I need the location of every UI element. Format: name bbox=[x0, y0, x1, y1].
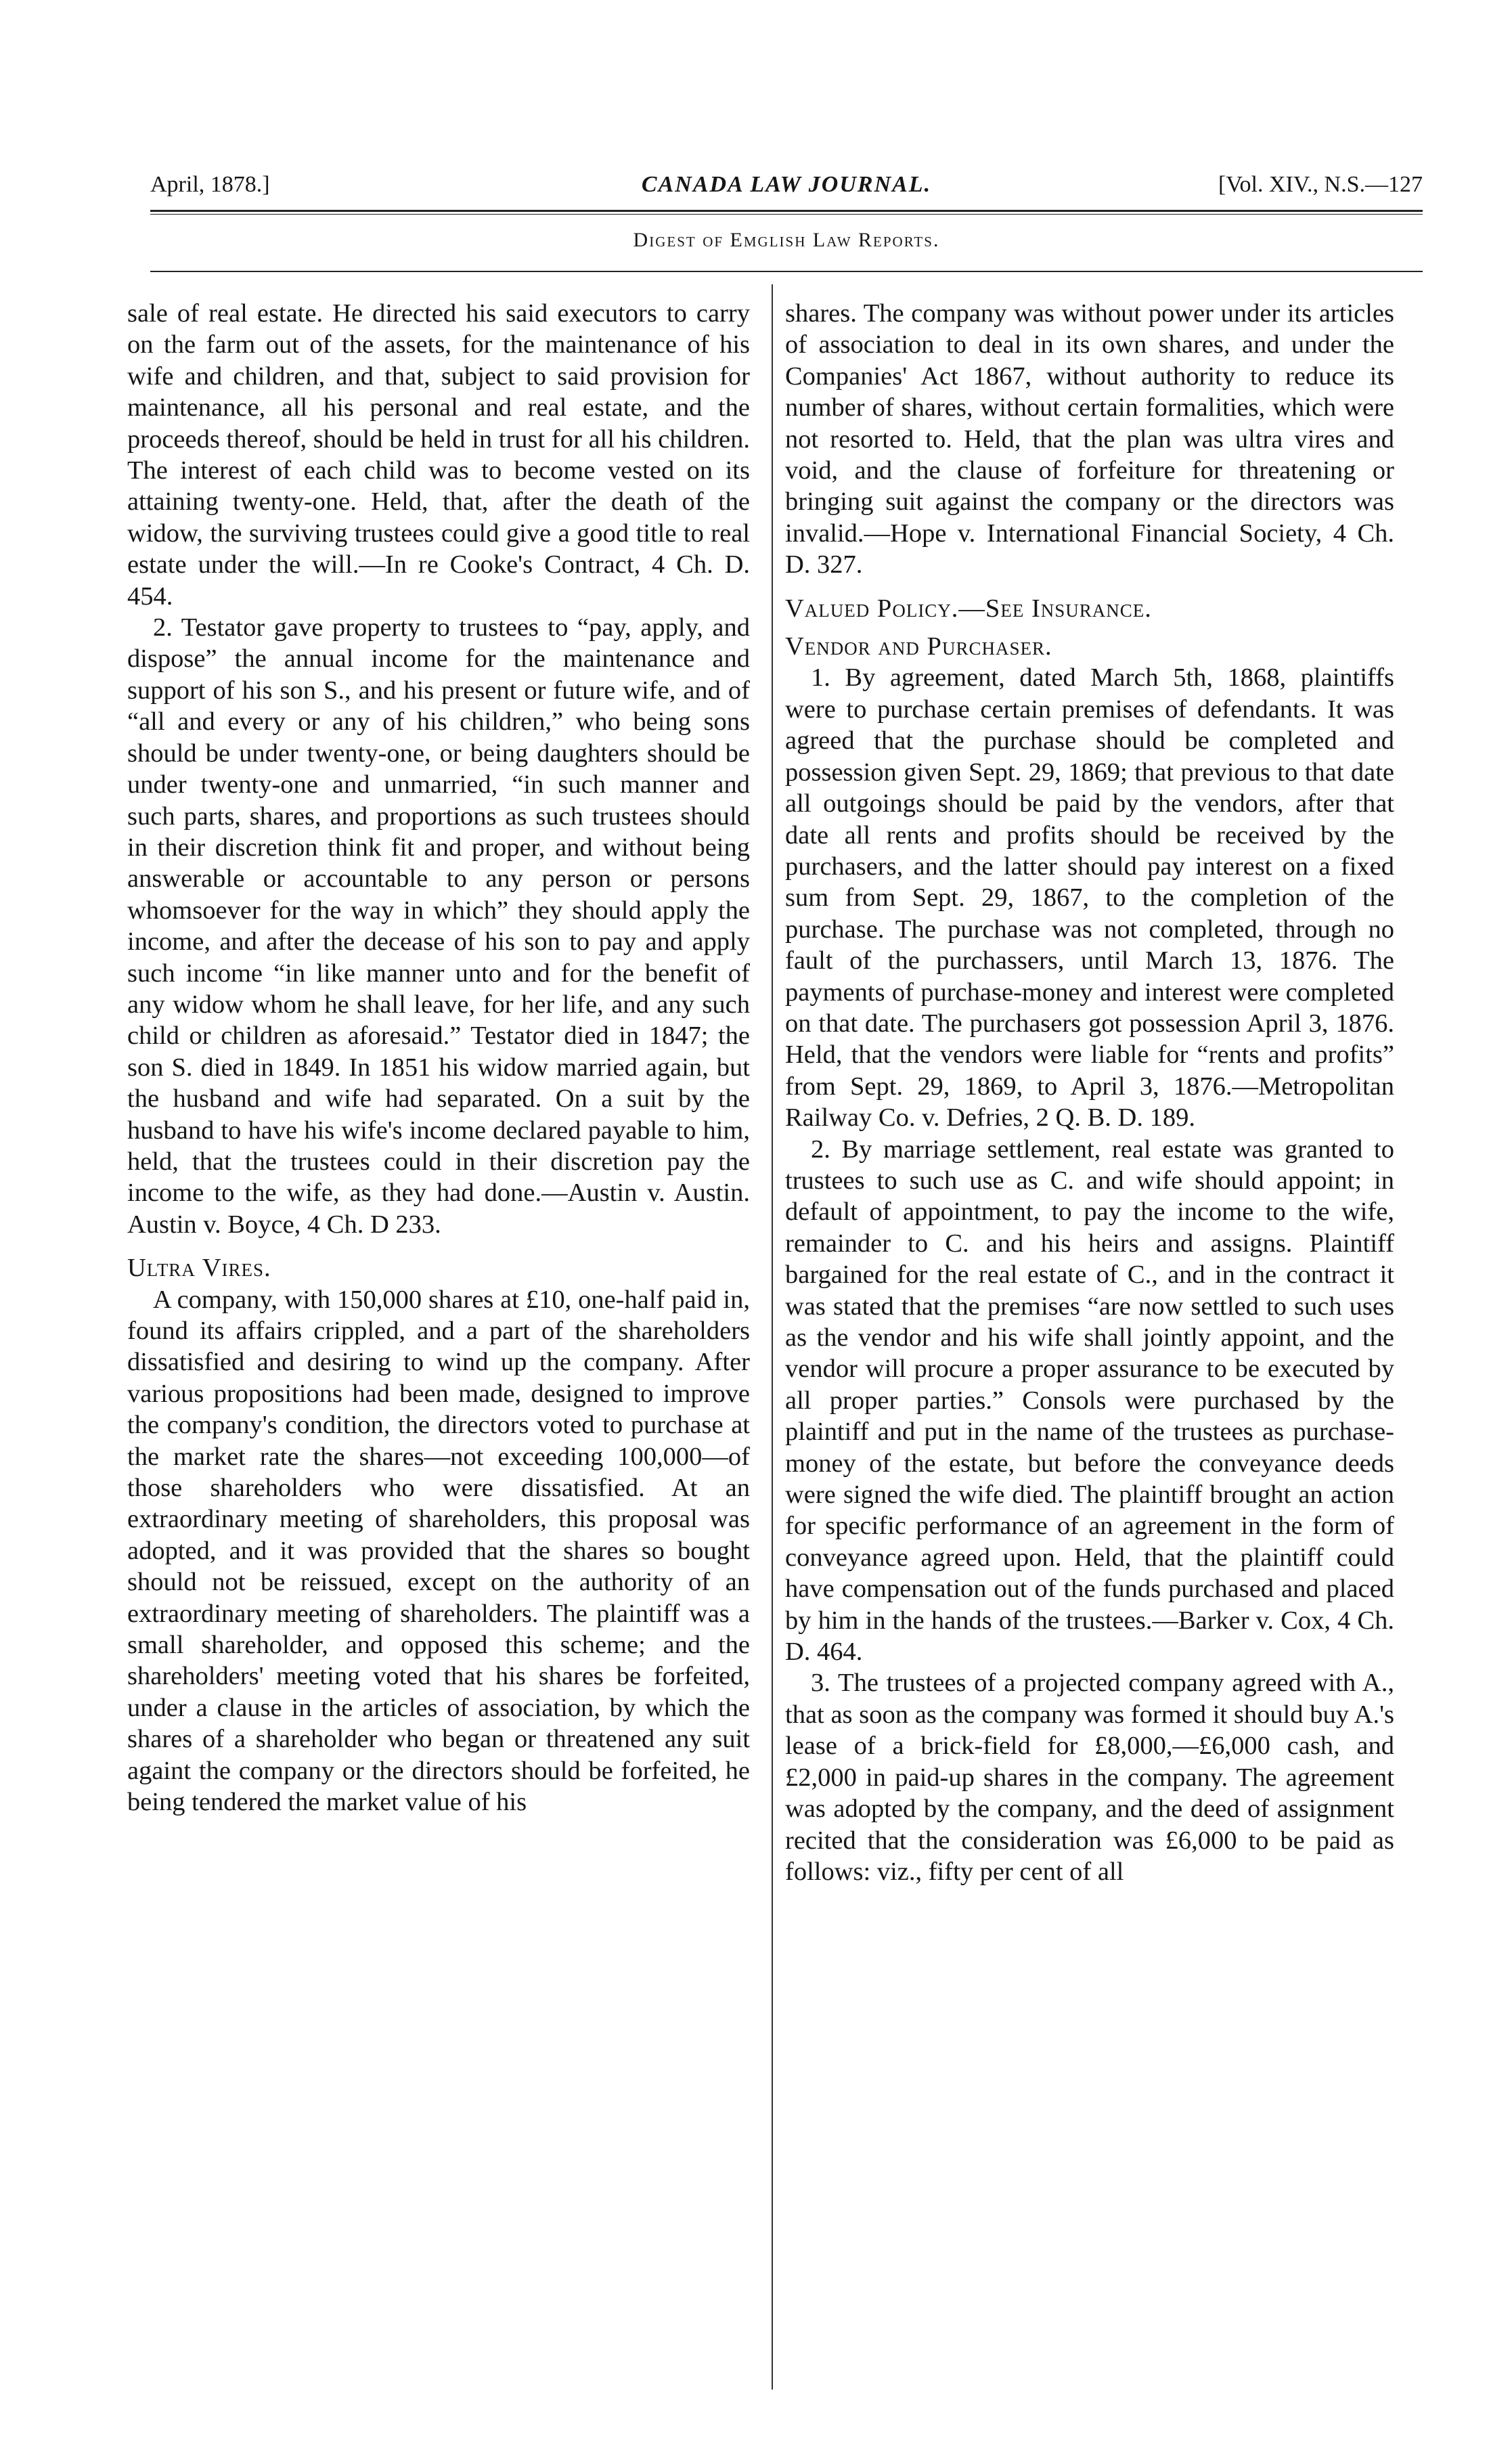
issue-date: April, 1878.] bbox=[150, 172, 270, 197]
column-divider bbox=[772, 284, 773, 2390]
right-column bbox=[785, 298, 1394, 2396]
running-head bbox=[150, 162, 1423, 210]
volume-page-number: [Vol. XIV., N.S.—127 bbox=[1218, 172, 1423, 197]
paragraph-austin-v-austin: 2. Testator gave property to trustees to “pay, apply, and dispose” the annual income for the maintenance and support of his son S., and his present or future wife, and of “all and every or any of his children,” who being sons should be under twenty-one, or being daughters should be under twenty-one and unmarried, “in such manner and such parts, shares, and proportions as such trustees should in their discretion think fit and proper, and without being answerable or accountable to any person or persons whomsoever for the way in which” they should apply the income, and after the decease of his son to pay and apply such income “in like manner unto and for the benefit of any widow whom he shall leave, for her life, and any such child or children as aforesaid.” Testator died in 1847; the son S. died in 1849. In 1851 his widow married again, but the husband and wife had separated. On a suit by the husband to have his wife's income declared payable to him, held, that the trustees could in their discretion pay the income to the wife, as they had done.—Austin v. Austin. Austin v. Boyce, 4 Ch. D 233. bbox=[127, 613, 750, 1239]
heading-vendor-purchaser: Vendor and Purchaser. bbox=[785, 632, 1052, 661]
section-rule bbox=[150, 271, 1423, 272]
paragraph-cookes-contract: sale of real estate. He directed his said executors to carry on the farm out of the assets, for the maintenance of his wife and children, and that, subject to said provision for maintenance, all his personal and real estate, and the proceeds thereof, should be held in trust for all his children. The interest of each child was to become vested on its attaining twenty-one. Held, that, after the death of the widow, the surviving trustees could give a good title to real estate under the will.—In re Cooke's Contract, 4 Ch. D. 454. bbox=[127, 299, 750, 611]
heading-ultra-vires: Ultra Vires. bbox=[127, 1254, 271, 1283]
journal-title: CANADA LAW JOURNAL. bbox=[641, 172, 932, 197]
paragraph-barker-v-cox: 2. By marriage settlement, real estate was granted to trustees to such use as C. and wife should appoint; in default of appointment, to pay the income to the wife, remainder to C. and his heirs and assigns. Plaintiff bargained for the real estate of C., and in the contract it was stated that the premises “are now settled to such uses as the vendor and his wife shall jointly appoint, and the vendor will procure a proper assurance to be executed by all proper parties.” Consols were purchased by the plaintiff and put in the name of the trustees as purchase-money of the estate, but before the conveyance deeds were signed the wife died. The plaintiff brought an action for specific performance of an agreement in the form of conveyance agreed upon. Held, that the plaintiff could have compensation out of the funds purchased and placed by him in the hands of the trustees.—Barker v. Cox, 4 Ch. D. 464. bbox=[785, 1135, 1394, 1667]
paragraph-metropolitan-railway: 1. By agreement, dated March 5th, 1868, plaintiffs were to purchase certain premises of defendants. It was agreed that the purchase should be completed and possession given Sept. 29, 1869; that previous to that date all outgoings should be paid by the vendors, after that date all rents and profits should be received by the purchasers, and the latter should pay interest on a fixed sum from Sept. 29, 1867, to the completion of the purchase. The purchase was not completed, through no fault of the purchassers, until March 13, 1876. The payments of purchase-money and interest were completed on that date. The purchasers got possession April 3, 1876. Held, that the vendors were liable for “rents and profits” from Sept. 29, 1869, to April 3, 1876.—Metropolitan Railway Co. v. Defries, 2 Q. B. D. 189. bbox=[785, 663, 1394, 1132]
paragraph-brick-field-company: 3. The trustees of a projected company agreed with A., that as soon as the company was formed it should buy A.'s lease of a brick-field for £8,000,—£6,000 cash, and £2,000 in paid-up shares in the company. The agreement was adopted by the company, and the deed of assignment recited that the consideration was £6,000 to be paid as follows: viz., fifty per cent of all bbox=[785, 1669, 1394, 1886]
section-title: Digest of Emglish Law Reports. bbox=[633, 229, 940, 251]
paragraph-hope-v-international: shares. The company was without power under its articles of association to deal in its own shares, and under the Companies' Act 1867, without authority to reduce its number of shares, without certain formalities, which were not resorted to. Held, that the plan was ultra vires and void, and the clause of forfeiture for threatening or bringing suit against the company or the directors was invalid.—Hope v. International Financial Society, 4 Ch. D. 327. bbox=[785, 299, 1394, 579]
paragraph-ultra-vires: A company, with 150,000 shares at £10, one-half paid in, found its affairs crippled, and a part of the shareholders dissatisfied and desiring to wind up the company. After various propositions had been made, designed to improve the company's condition, the directors voted to purchase at the market rate the shares—not exceeding 100,000—of those shareholders who were dissatisfied. At an extraordinary meeting of shareholders, this proposal was adopted, and it was provided that the shares so bought should not be reissued, except on the authority of an extraordinary meeting of shareholders. The plaintiff was a small shareholder, and opposed this scheme; and the shareholders' meeting voted that his shares be forfeited, under a clause in the articles of association, by which the shares of a shareholder who began or threatened any suit againt the company or the directors should be forfeited, he being tendered the market value of his bbox=[127, 1285, 750, 1817]
heading-valued-policy: Valued Policy.—See Insurance. bbox=[785, 594, 1152, 623]
header-rule bbox=[150, 210, 1423, 212]
header-rule-thin bbox=[150, 214, 1423, 215]
left-column bbox=[127, 298, 750, 2396]
